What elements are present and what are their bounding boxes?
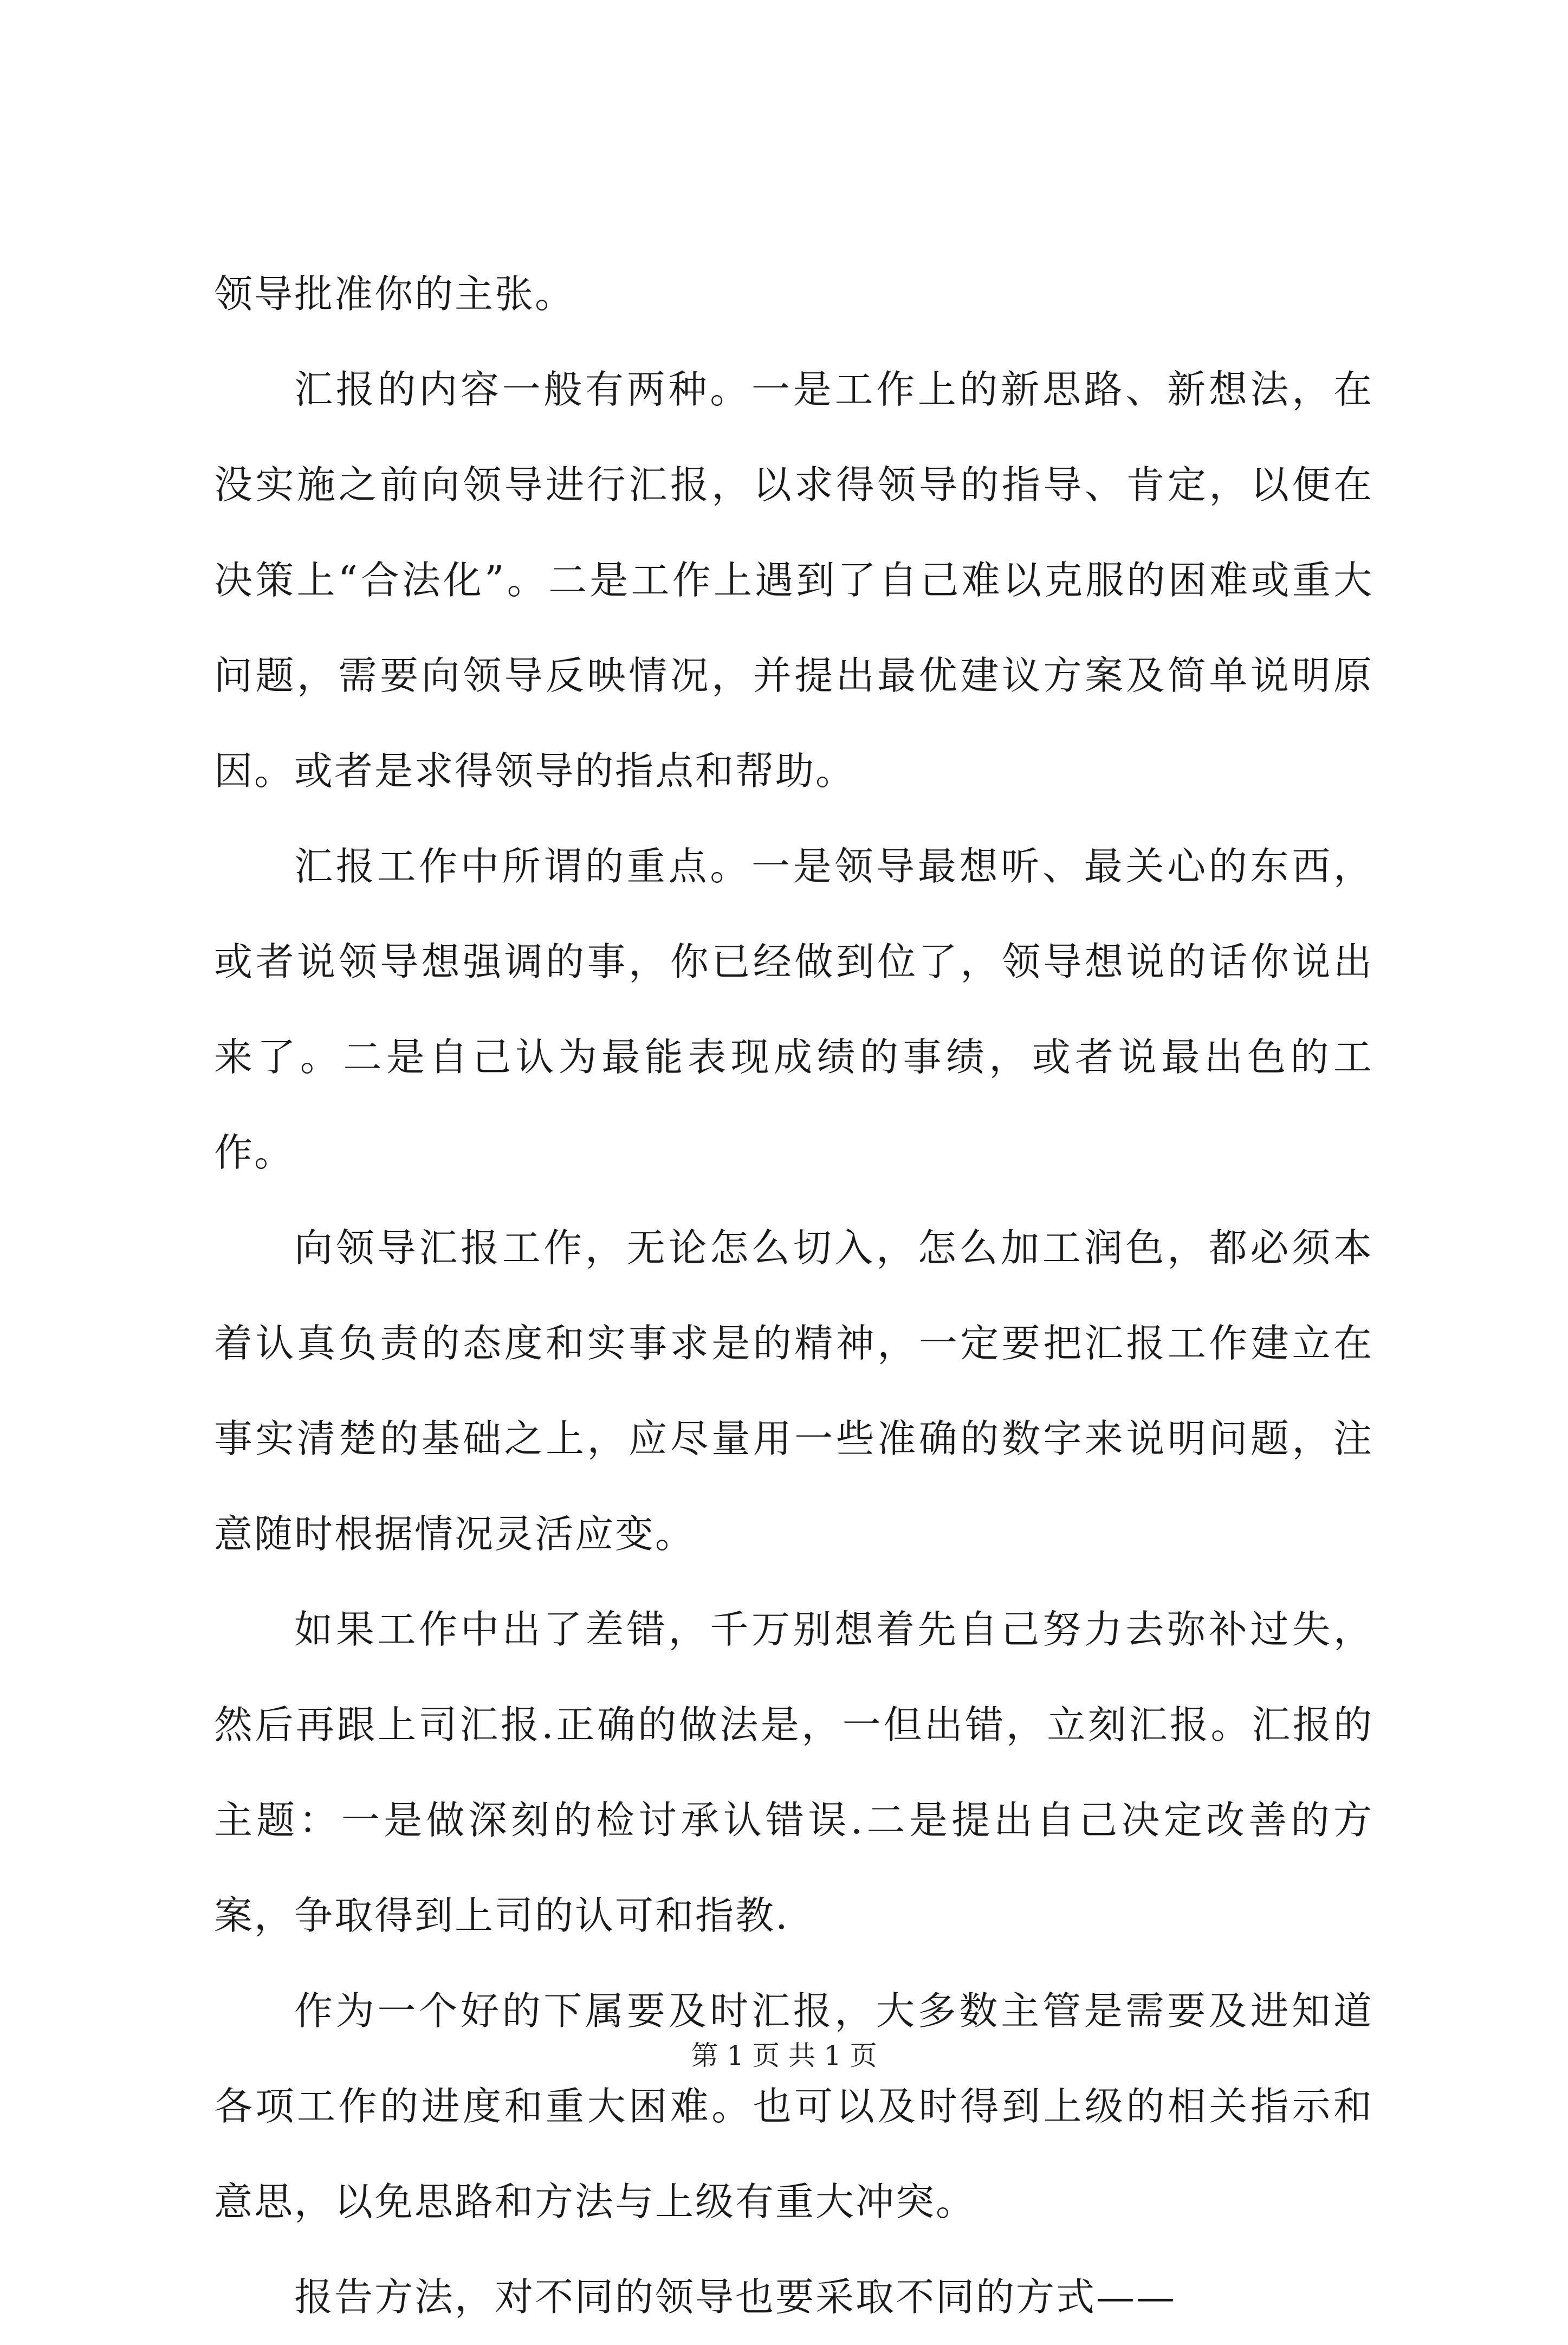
paragraph-2: 汇报的内容一般有两种。一是工作上的新思路、新想法，在没实施之前向领导进行汇报，以求得领导的指导、肯定，以便在决策上“合法化”。二是工作上遇到了自己难以克服的困难或重大问题，需要向领导反映情况，并提出最优建议方案及简单说明原因。或者是求得领导的指点和帮助。 xyxy=(214,367,1373,793)
paragraph-4: 向领导汇报工作，无论怎么切入，怎么加工润色，都必须本着认真负责的态度和实事求是的精神，一定要把汇报工作建立在事实清楚的基础之上，应尽量用一些准确的数字来说明问题，注意随时根据情况灵活应变。 xyxy=(214,1225,1373,1556)
page-footer: 第 1 页 共 1 页 xyxy=(691,2040,877,2071)
document-body xyxy=(214,247,1373,2345)
paragraph-6: 作为一个好的下属要及时汇报，大多数主管是需要及进知道各项工作的进度和重大困难。也可以及时得到上级的相关指示和意思，以免思路和方法与上级有重大冲突。 xyxy=(214,1988,1373,2224)
paragraph-7: 报告方法，对不同的领导也要采取不同的方式—— xyxy=(294,2275,1177,2320)
paragraph-1: 领导批准你的主张。 xyxy=(214,272,575,316)
paragraph-3: 汇报工作中所谓的重点。一是领导最想听、最关心的东西，或者说领导想强调的事，你已经做到位了，领导想说的话你说出来了。二是自己认为最能表现成绩的事绩，或者说最出色的工作。 xyxy=(214,844,1373,1175)
paragraph-5: 如果工作中出了差错，千万别想着先自己努力去弥补过失，然后再跟上司汇报.正确的做法是，一但出错，立刻汇报。汇报的主题：一是做深刻的检讨承认错误.二是提出自己决定改善的方案，争取得到上司的认可和指教. xyxy=(214,1607,1373,1938)
